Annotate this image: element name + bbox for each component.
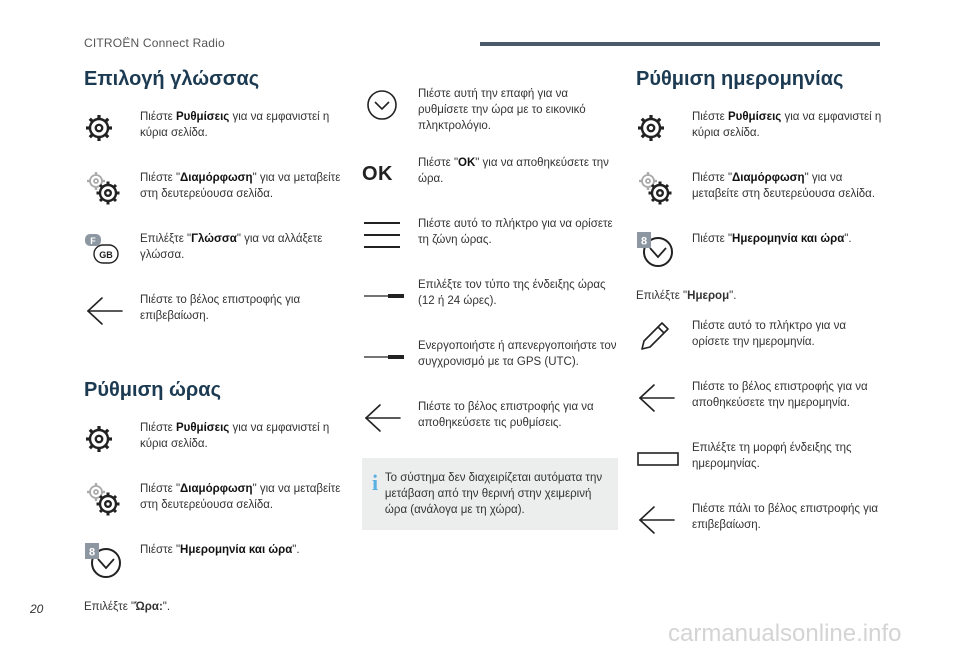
date-step-settings	[636, 107, 886, 149]
svg-text:F: F	[90, 236, 96, 246]
ok-icon: OK	[362, 162, 393, 185]
time-step-gps	[362, 336, 618, 378]
info-note	[362, 458, 618, 530]
date-step-format	[636, 438, 886, 480]
step-text: Πιέστε "Ημερομηνία και ώρα".	[692, 233, 852, 245]
watermark: carmanualsonline.info	[668, 620, 902, 647]
time-step-ok	[362, 153, 618, 195]
header-bar	[480, 42, 880, 46]
header-title: CITROËN Connect Radio	[84, 36, 225, 50]
back-arrow-icon	[636, 499, 692, 541]
info-icon: i	[372, 470, 379, 495]
configuration-gears-icon	[84, 479, 140, 521]
step-text: Πιέστε Ρυθμίσεις για να εμφανιστεί η κύρια σελίδα.	[140, 111, 330, 139]
pencil-icon	[636, 316, 692, 358]
time-select-instruction: Επιλέξτε "Ώρα:".	[84, 601, 171, 613]
configuration-gears-icon	[84, 168, 140, 210]
column-left	[84, 62, 344, 627]
configuration-gears-icon	[636, 168, 692, 210]
time-step-keyboard	[362, 84, 618, 134]
time-section-title: Ρύθμιση ώρας	[84, 379, 222, 401]
gear-icon	[84, 107, 140, 149]
gear-icon	[636, 107, 692, 149]
step-text: Ενεργοποιήστε ή απενεργοποιήστε τον συγχρονισμό με τα GPS (UTC).	[418, 340, 617, 368]
step-text: Πιέστε το βέλος επιστροφής για να αποθηκεύσετε την ημερομηνία.	[692, 381, 868, 409]
step-text: Πιέστε αυτό το πλήκτρο για να ορίσετε την ημερομηνία.	[692, 320, 847, 348]
back-arrow-icon	[636, 377, 692, 419]
date-step-set	[636, 316, 886, 358]
time-step-save	[362, 397, 618, 439]
step-text: Πιέστε αυτή την επαφή για να ρυθμίσετε την ώρα με το εικονικό πληκτρολόγιο.	[418, 88, 586, 132]
back-arrow-icon	[84, 290, 140, 332]
language-step-settings	[84, 107, 344, 149]
language-step-configuration	[84, 168, 344, 210]
step-text: Πιέστε πάλι το βέλος επιστροφής για επιβεβαίωση.	[692, 503, 879, 531]
step-text: Πιέστε το βέλος επιστροφής για να αποθηκεύσετε τις ρυθμίσεις.	[418, 401, 594, 429]
back-arrow-icon	[362, 397, 418, 439]
language-step-confirm	[84, 290, 344, 332]
toggle-icon	[362, 336, 418, 378]
step-text: Πιέστε "Διαμόρφωση" για να μεταβείτε στη δευτερεύουσα σελίδα.	[140, 483, 341, 511]
date-step-date-time	[636, 229, 886, 271]
step-text: Επιλέξτε "Γλώσσα" για να αλλάξετε γλώσσα.	[140, 233, 323, 261]
time-step-configuration	[84, 479, 344, 521]
step-text: Πιέστε αυτό το πλήκτρο για να ορίσετε τη ζώνη ώρας.	[418, 218, 613, 246]
gear-icon	[84, 418, 140, 460]
time-step-timezone	[362, 214, 618, 256]
step-text: Πιέστε Ρυθμίσεις για να εμφανιστεί η κύρια σελίδα.	[692, 111, 882, 139]
info-text: Το σύστημα δεν διαχειρίζεται αυτόματα την μετάβαση από την θερινή στην χειμερινή ώρα (ανάλογα με τη χώρα).	[384, 472, 603, 516]
svg-text:8: 8	[88, 546, 96, 559]
date-step-save	[636, 377, 886, 419]
time-step-format	[362, 275, 618, 317]
svg-text:GB: GB	[99, 250, 113, 260]
step-text: Επιλέξτε τον τύπο της ένδειξης ώρας (12 ή 24 ώρες).	[418, 279, 606, 307]
page-number: 20	[30, 602, 44, 616]
clock-icon	[636, 229, 692, 271]
time-step-date-time	[84, 540, 344, 582]
date-section-title: Ρύθμιση ημερομηνίας	[636, 68, 844, 90]
format-field-icon	[636, 438, 692, 480]
svg-text:8: 8	[640, 235, 648, 248]
language-section-title: Επιλογή γλώσσας	[84, 68, 260, 90]
step-text: Πιέστε "Διαμόρφωση" για να μεταβείτε στη δευτερεύουσα σελίδα.	[140, 172, 341, 200]
chevron-down-circle-icon	[362, 84, 418, 126]
step-text: Πιέστε "Ημερομηνία και ώρα".	[140, 544, 300, 556]
date-select-instruction: Επιλέξτε "Ημερομ".	[636, 290, 737, 302]
step-text: Πιέστε "OK" για να αποθηκεύσετε την ώρα.	[418, 157, 609, 185]
menu-icon	[362, 214, 418, 256]
clock-icon	[84, 540, 140, 582]
step-text: Πιέστε Ρυθμίσεις για να εμφανιστεί η κύρια σελίδα.	[140, 422, 330, 450]
date-step-confirm	[636, 499, 886, 541]
time-step-settings	[84, 418, 344, 460]
step-text: Επιλέξτε τη μορφή ένδειξης της ημερομηνίας.	[692, 442, 852, 470]
column-middle	[362, 84, 618, 530]
language-step-select-language	[84, 229, 344, 271]
date-step-configuration	[636, 168, 886, 210]
column-right	[636, 62, 886, 560]
step-text: Πιέστε "Διαμόρφωση" για να μεταβείτε στη δευτερεύουσα σελίδα.	[692, 172, 876, 200]
language-icon	[84, 229, 140, 271]
toggle-icon	[362, 275, 418, 317]
step-text: Πιέστε το βέλος επιστροφής για επιβεβαίωση.	[140, 294, 301, 322]
